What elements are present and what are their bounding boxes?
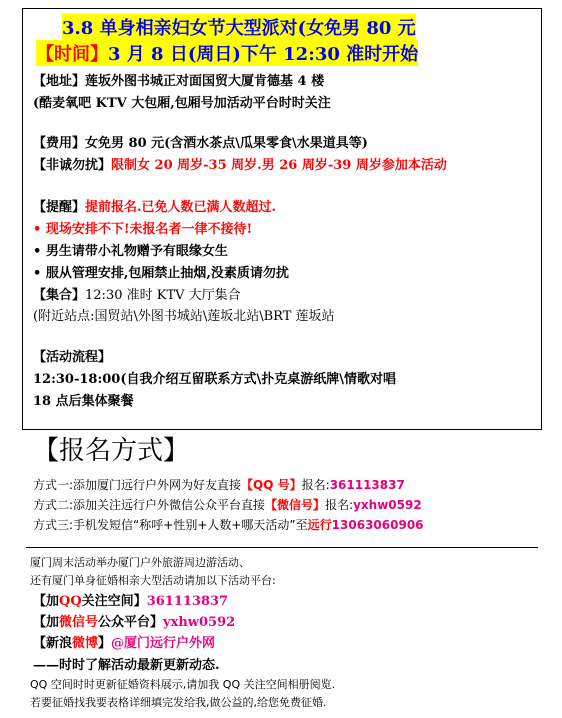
address-line [33, 70, 324, 89]
signup-way-1 [33, 476, 405, 493]
bullet-gift: • 男生请带小礼物赠予有眼缘女生 [33, 244, 228, 259]
wechat-value: yxhw0592 [163, 615, 236, 630]
way2-wechat: yxhw0592 [353, 498, 422, 512]
address-tag: 【地址】 [33, 74, 86, 89]
time-line [36, 40, 418, 66]
way2-tag: 【微信号】 [265, 498, 326, 512]
qq-hl: QQ [59, 594, 82, 609]
process-dinner: 18 点后集体聚餐 [33, 394, 134, 409]
restriction-tag: 【非诚勿扰】 [33, 158, 112, 173]
fee-tag: 【费用】 [33, 136, 86, 151]
fee-line [33, 132, 368, 151]
weibo-value: @厦门远行户外网 [111, 636, 216, 651]
footer-wechat [33, 611, 235, 630]
qq-b1: 【加 [33, 594, 60, 609]
bullet-rules: • 服从管理安排,包厢禁止抽烟,没素质请勿扰 [33, 266, 289, 281]
reminder-text: 提前报名.已免人数已满人数超过. [85, 200, 277, 215]
reminder-line [33, 196, 276, 215]
way1-tag: 【QQ 号】 [241, 478, 302, 492]
process-schedule: 12:30-18:00(自我介绍互留联系方式\扑克桌游纸牌\情歌对唱 [33, 372, 397, 387]
restriction-line [33, 154, 447, 173]
bullet-no-walkin: • 现场安排不下!未报名者一律不接待! [33, 222, 253, 237]
time-tag: 【时间】 [36, 44, 108, 65]
restriction-text: 限制女 20 周岁-35 周岁.男 26 周岁-39 周岁参加本活动 [111, 158, 447, 173]
signup-way-2 [33, 496, 422, 513]
footer-slogan: ——时时了解活动最新更新动态. [33, 658, 220, 673]
address-detail: (酷麦氧吧 KTV 大包厢,包厢号加活动平台时时关注 [33, 96, 331, 111]
qq-b2: 关注空间】 [81, 594, 147, 609]
footer-intro-2: 还有厦门单身征婚相亲大型活动请加以下活动平台: [30, 574, 276, 587]
footer-intro-1: 厦门周末活动举办厦门户外旅游周边游活动、 [30, 556, 250, 569]
footer-qq [33, 590, 228, 609]
process-tag: 【活动流程】 [33, 350, 112, 365]
stations-line: (附近站点:国贸站\外图书城站\莲坂北站\BRT 莲坂站 [33, 309, 335, 324]
reminder-tag: 【提醒】 [33, 200, 86, 215]
weibo-b2: 】 [98, 636, 112, 651]
wechat-hl: 微信号 [59, 615, 99, 630]
fee-text: 女免男 80 元(含酒水茶点\瓜果零食\水果道具等) [85, 136, 368, 151]
gather-text: 12:30 准时 KTV 大厅集合 [85, 288, 241, 303]
time-text: 3 月 8 日(周日)下午 12:30 准时开始 [108, 44, 419, 65]
wechat-b1: 【加 [33, 615, 60, 630]
way3-prefix: 方式三:手机发短信“称呼+性别+人数+哪天活动”至 [33, 518, 308, 532]
way1-mid: 报名: [301, 478, 330, 492]
way1-qq: 361113837 [329, 478, 405, 492]
event-title: 3.8 单身相亲妇女节大型派对(女免男 80 元 [62, 14, 416, 40]
way3-tag: 远行 [307, 518, 332, 532]
weibo-hl: 微博 [72, 636, 99, 651]
way2-prefix: 方式二:添加关注远行户外微信公众平台直接 [33, 498, 266, 512]
footer-note-2: 若要征婚找我要表格详细填完发给我,做公益的,给您免费征婚. [30, 696, 327, 709]
signup-way-3 [33, 516, 424, 533]
way2-mid: 报名: [325, 498, 354, 512]
qq-value: 361113837 [146, 594, 229, 609]
footer-divider [26, 547, 538, 548]
address-text: 莲坂外图书城正对面国贸大厦肯德基 4 楼 [85, 74, 325, 89]
way1-prefix: 方式一:添加厦门远行户外网为好友直接 [33, 478, 242, 492]
weibo-b1: 【新浪 [33, 636, 73, 651]
footer-note-1: QQ 空间时时更新征婚资料展示,请加我 QQ 关注空间相册阅览. [30, 678, 336, 691]
gather-line [33, 284, 241, 303]
footer-weibo [33, 632, 215, 651]
gather-tag: 【集合】 [33, 288, 86, 303]
way3-phone: 13063060906 [331, 518, 424, 532]
wechat-b2: 公众平台】 [98, 615, 164, 630]
signup-title: 【报名方式】 [33, 436, 190, 466]
